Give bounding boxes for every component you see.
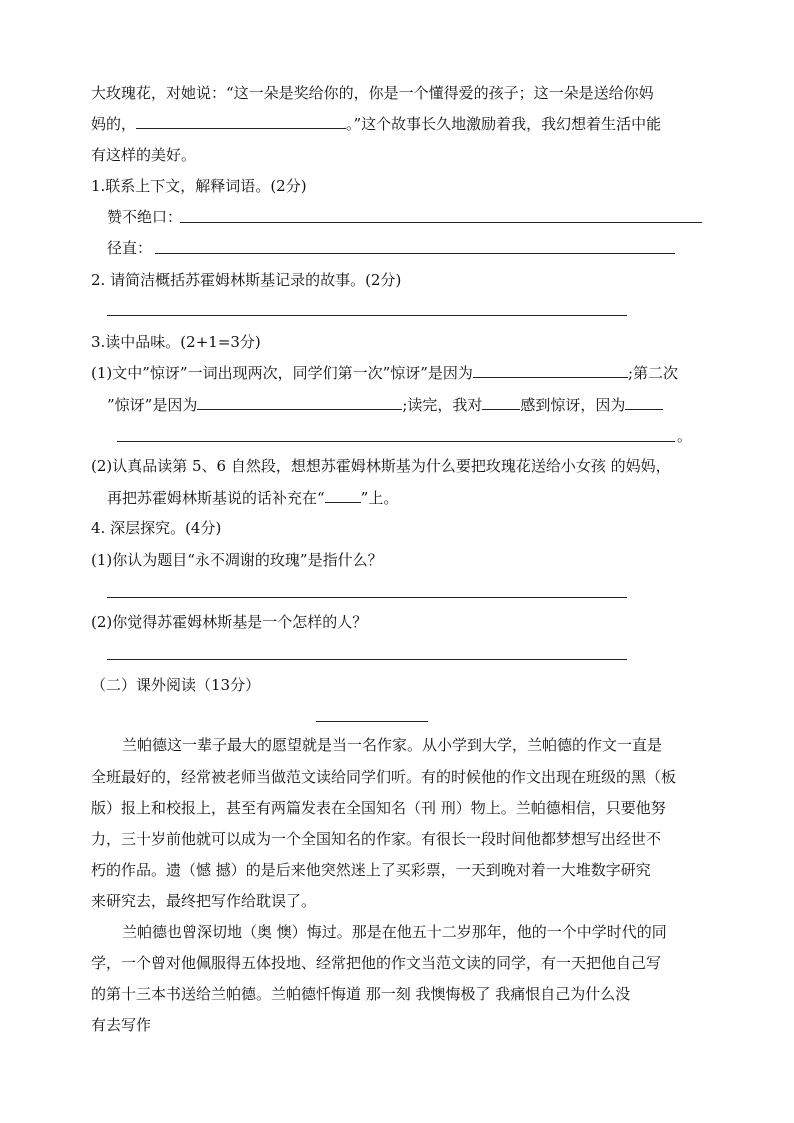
question-2-title: 2. 请简洁概括苏霍姆林斯基记录的故事。(2分) [91, 271, 402, 289]
question-text: ;读完，我对 [402, 396, 483, 414]
passage-line: 版）报上和校报上，甚至有两篇发表在全国知名（刊 刑）物上。兰帕德相信，只要他努 [91, 799, 666, 817]
answer-line[interactable] [180, 222, 702, 223]
fill-blank[interactable] [197, 395, 402, 410]
passage-line: 全班最好的，经常被老师当做范文读给同学们听。有的时候他的作文出现在班级的黑（板 [91, 768, 677, 786]
answer-line[interactable] [117, 441, 675, 442]
fill-blank[interactable] [482, 395, 520, 410]
passage-line: 来研究去，最终把写作给耽误了。 [91, 892, 317, 910]
passage-line: 兰帕德也曾深切地（奥 懊）悔过。那是在他五十二岁那年，他的一个中学时代的同 [122, 923, 667, 941]
passage-line [91, 114, 661, 134]
passage-line: 朽的作品。遗（憾 撼）的是后来他突然迷上了买彩票，一天到晚对着一大堆数字研究 [91, 861, 651, 879]
question-text: (1)文中”惊讶”一词出现两次，同学们第一次”惊讶”是因为 [91, 364, 473, 382]
answer-line[interactable] [155, 253, 675, 254]
question-text: ;第二次 [627, 364, 678, 382]
word-label: 赞不绝口： [107, 208, 183, 226]
passage-line: 有这样的美好。 [91, 146, 197, 164]
title-blank[interactable] [316, 721, 428, 722]
fill-blank[interactable] [473, 363, 628, 378]
passage-text: 。”这个故事长久地激励着我，我幻想着生活中能 [346, 115, 662, 133]
passage-line: 有去写作 [91, 1016, 152, 1034]
question-3-1-cont [107, 395, 663, 415]
fill-blank[interactable] [325, 488, 361, 503]
question-3-1 [91, 363, 678, 383]
passage-line: 兰帕德这一辈子最大的愿望就是当一名作家。从小学到大学，兰帕德的作文一直是 [122, 736, 663, 754]
question-3-2: (2)认真品读第 5、6 自然段，想想苏霍姆林斯基为什么要把玫瑰花送给小女孩 的妈妈， [91, 457, 671, 475]
question-text: ”上。 [360, 489, 399, 507]
answer-line[interactable] [107, 659, 627, 660]
answer-line[interactable] [107, 597, 627, 598]
question-text: 感到惊讶，因为 [520, 396, 626, 414]
question-text: ”惊讶”是因为 [107, 396, 198, 414]
passage-line: 大玫瑰花，对她说：“这一朵是奖给你的，你是一个懂得爱的孩子；这一朵是送给你妈 [91, 84, 654, 102]
question-4-title: 4. 深层探究。(4分) [91, 519, 222, 537]
passage-text: 妈的， [91, 115, 137, 133]
question-text: 再把苏霍姆林斯基说的话补充在“ [107, 489, 325, 507]
period: 。 [677, 427, 693, 445]
passage-line: 力，三十岁前他就可以成为一个全国知名的作家。有很长一段时间他都梦想写出经世不 [91, 830, 662, 848]
question-4-2: (2)你觉得苏霍姆林斯基是一个怎样的人？ [91, 613, 368, 631]
question-3-2-cont [107, 488, 398, 508]
passage-line: 学，一个曾对他佩服得五体投地、经常把他的作文当范文读的同学，有一天把他自己写 [91, 954, 662, 972]
question-4-1: (1)你认为题目“永不凋谢的玫瑰”是指什么？ [91, 551, 383, 569]
fill-blank[interactable] [136, 114, 346, 129]
question-3-title: 3.读中品味。(2+1=3分) [91, 333, 261, 351]
question-1-title: 1.联系上下文，解释词语。(2分) [91, 177, 307, 195]
answer-line[interactable] [107, 315, 627, 316]
fill-blank[interactable] [625, 395, 663, 410]
section-title: （二）课外阅读（13分） [91, 676, 261, 694]
word-label: 径直： [107, 239, 153, 257]
passage-line: 的第十三本书送给兰帕德。兰帕德忏悔道 那一刻 我懊悔极了 我痛恨自己为什么没 [91, 985, 631, 1003]
